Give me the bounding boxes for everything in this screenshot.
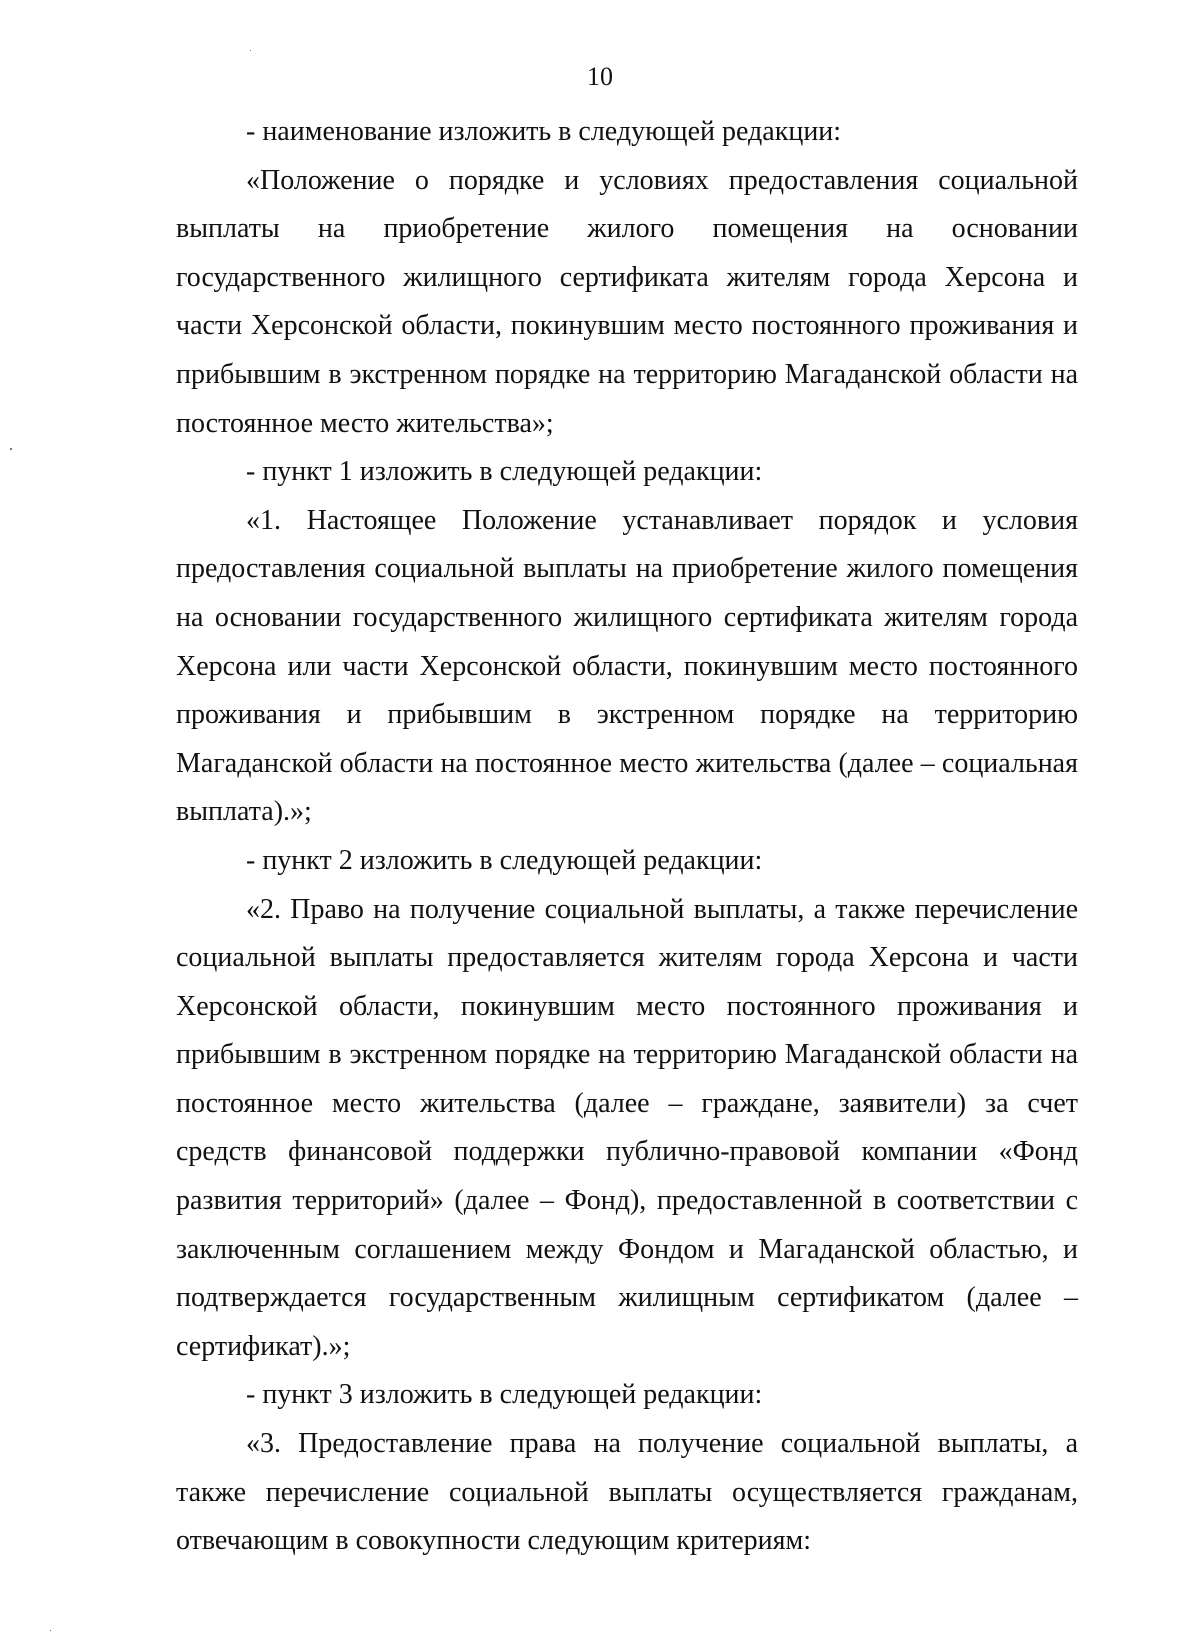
paragraph-item3-amendment-intro: - пункт 3 изложить в следующей редакции: [246,1379,763,1411]
paragraph-title-amendment-intro: - наименование изложить в следующей редакции: [246,116,842,147]
paragraph-item2-amendment-intro: - пункт 2 изложить в следующей редакции: [246,844,763,876]
paragraph-item2-text: «2. Право на получение социальной выплаты, а также перечисление социальной выплаты предоставляется жителям города Херсона и части Херсонской области, покинувшим место постоянного проживания и прибывшим в экстренном порядке на территорию Магаданской области на постоянное место жительства (далее – граждане, заявители) за счет средств финансовой поддержки публично-правовой компании «Фонд развития территорий» (далее – Фонд), предоставленной в соответствии с заключенным соглашением между Фондом и Магаданской областью, и подтверждается государственным жилищным сертификатом (далее – сертификат).»; [176,893,1078,1362]
paragraph-new-title: «Положение о порядке и условиях предоставления социальной выплаты на приобретение жилого помещения на основании государственного жилищного сертификата жителям города Херсона и части Херсонской области, покинувшим место постоянного проживания и прибывшим в экстренном порядке на территорию Магаданской области на постоянное место жительства»; [176,164,1078,439]
page-number: 10 [587,62,613,91]
scan-speck [10,448,12,450]
scan-speck [250,50,251,51]
paragraph-item1-amendment-intro: - пункт 1 изложить в следующей редакции: [246,456,763,488]
scan-speck [50,1630,51,1631]
paragraph-item3-text: «3. Предоставление права на получение социальной выплаты, а также перечисление социальной выплаты осуществляется гражданам, отвечающим в совокупности следующим критериям: [176,1428,1078,1557]
paragraph-item1-text: «1. Настоящее Положение устанавливает порядок и условия предоставления социальной выплаты на приобретение жилого помещения на основании государственного жилищного сертификата жителям города Херсона или части Херсонской области, покинувшим место постоянного проживания и прибывшим в экстренном порядке на территорию Магаданской области на постоянное место жительства (далее – социальная выплата).»; [176,504,1078,828]
document-body [176,108,1078,1566]
